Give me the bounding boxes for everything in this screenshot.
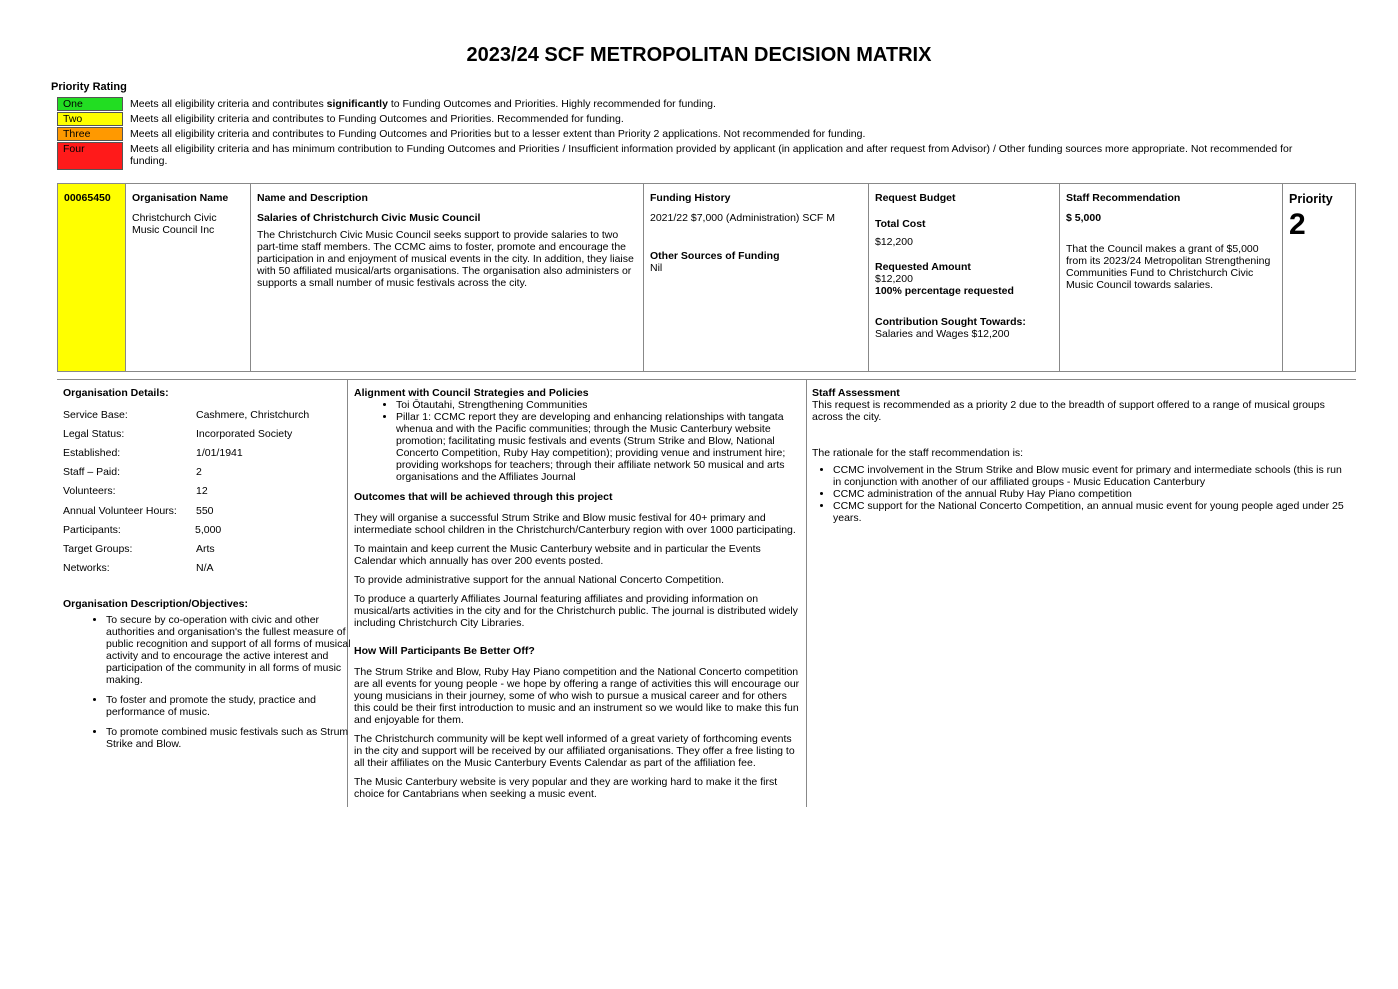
- better-off-paragraph: The Christchurch community will be kept well informed of a great variety of forthcoming events in the city and support will be received by our affiliated organisations. They offer a free listing to all their affiliates on the Music Canterbury Events Calendar as part of the affiliation fee.: [354, 733, 795, 769]
- priority-legend-row-three: [57, 127, 1307, 142]
- detail-value: 1/01/1941: [196, 447, 243, 459]
- priority-value: 2: [1289, 208, 1306, 241]
- application-id: 00065450: [64, 192, 111, 204]
- name-description-cell: [250, 184, 643, 371]
- priority-legend-row-two: [57, 112, 1307, 127]
- staff-recommendation-amount: $ 5,000: [1066, 212, 1102, 224]
- request-budget-cell: [868, 184, 1059, 371]
- application-table: [57, 183, 1356, 372]
- priority-header: Priority: [1289, 192, 1333, 206]
- alignment-heading: Alignment with Council Strategies and Policies: [354, 387, 589, 399]
- priority-desc-three: Meets all eligibility criteria and contributes to Funding Outcomes and Priorities but to a lesser extent than Priority 2 applications. Not recommended for funding.: [130, 128, 866, 140]
- application-id-cell: [58, 184, 125, 371]
- list-item: • To secure by co-operation with civic and other authorities and organisation's the fullest measure of public recognition and support of all forms of musical activity and to encourage the active interest and participation of the community in all forms of music making.: [106, 614, 356, 686]
- priority-swatch-three: Three: [57, 127, 123, 141]
- priority-swatch-one: One: [57, 97, 123, 111]
- name-description-header: Name and Description: [257, 192, 368, 204]
- funding-history-header: Funding History: [650, 192, 731, 204]
- requested-amount-label: Requested Amount: [875, 261, 971, 273]
- priority-cell: [1282, 184, 1355, 371]
- detail-row: Service Base:: [63, 409, 128, 421]
- column-divider-right: [806, 380, 807, 807]
- better-off-paragraph: The Strum Strike and Blow, Ruby Hay Piano competition and the National Concerto competition are all events for young people - we hope by offering a range of activities this will encourage our young musicians in their journey, some of who wish to pursue a musical career and for others this could be their first introduction to music and an instrument so we would like to make this fun and enjoyable for them.: [354, 666, 800, 726]
- funding-history-cell: [643, 184, 868, 371]
- detail-value: Incorporated Society: [196, 428, 293, 440]
- project-description: The Christchurch Civic Music Council seeks support to provide salaries to two part-time staff members. The CCMC aims to foster, promote and encourage the participation in and enjoyment of musical events in the city. In addition, they liaise with 50 affiliated musical/arts organisations. The organisation also administers or supports a small number of music festivals across the city.: [257, 229, 634, 289]
- percentage-requested: 100% percentage requested: [875, 285, 1014, 297]
- priority-desc-one: Meets all eligibility criteria and contributes significantly to Funding Outcomes and Priorities. Highly recommended for funding.: [130, 98, 716, 110]
- list-item: • CCMC support for the National Concerto Competition, an annual music event for young people aged under 25 years.: [833, 500, 1352, 524]
- staff-recommendation-header: Staff Recommendation: [1066, 192, 1181, 204]
- detail-row: Volunteers:: [63, 485, 116, 497]
- other-sources: Nil: [650, 262, 663, 274]
- org-name-cell: [125, 184, 250, 371]
- funding-history: 2021/22 $7,000 (Administration) SCF M: [650, 212, 836, 224]
- better-off-paragraph: The Music Canterbury website is very popular and they are working hard to make it the first choice for Cantabrians when seeking a music event.: [354, 776, 778, 800]
- outcome-paragraph: To produce a quarterly Affiliates Journal featuring affiliates and providing information on musical/arts activities in the city and for the Christchurch public. The journal is distributed widely including Christchurch City Libraries.: [354, 593, 798, 629]
- priority-desc-four: Meets all eligibility criteria and has minimum contribution to Funding Outcomes and Priorities / Insufficient information provided by applicant (in application and after request from Advisor) / Other funding sources more appropriate. Not recommended for funding.: [130, 143, 1293, 167]
- detail-value: 5,000: [195, 524, 222, 536]
- detail-row: Legal Status:: [63, 428, 125, 440]
- contribution: Salaries and Wages $12,200: [875, 328, 1010, 340]
- detail-row: Staff – Paid:: [63, 466, 121, 478]
- contribution-label: Contribution Sought Towards:: [875, 316, 1026, 328]
- objectives-heading: Organisation Description/Objectives:: [63, 598, 248, 610]
- requested-amount: $12,200: [875, 273, 913, 285]
- detail-row: Networks:: [63, 562, 110, 574]
- request-budget-header: Request Budget: [875, 192, 956, 204]
- list-item: • To foster and promote the study, practice and performance of music.: [106, 694, 356, 718]
- detail-row: Established:: [63, 447, 121, 459]
- detail-row: Participants:: [63, 524, 121, 536]
- list-item: • CCMC involvement in the Strum Strike and Blow music event for primary and intermediate schools (this is run in conjunction with another of our affiliated groups - Music Education Canterbury: [833, 464, 1352, 488]
- section-divider: [57, 379, 1356, 380]
- detail-value: Cashmere, Christchurch: [196, 409, 310, 421]
- staff-assessment-summary: This request is recommended as a priority 2 due to the breadth of support offered to a range of musical groups across the city.: [812, 399, 1325, 423]
- priority-swatch-two: Two: [57, 112, 123, 126]
- org-details-heading: Organisation Details:: [63, 387, 169, 399]
- staff-assessment-heading: Staff Assessment: [812, 387, 900, 399]
- detail-row: Target Groups:: [63, 543, 133, 555]
- org-name: Christchurch Civic Music Council Inc: [132, 212, 217, 236]
- priority-desc-two: Meets all eligibility criteria and contributes to Funding Outcomes and Priorities. Recommended for funding.: [130, 113, 624, 125]
- outcome-paragraph: To maintain and keep current the Music Canterbury website and in particular the Events Calendar which annually has over 200 events posted.: [354, 543, 761, 567]
- total-cost-label: Total Cost: [875, 218, 926, 230]
- detail-value: 2: [196, 466, 202, 478]
- better-off-heading: How Will Participants Be Better Off?: [354, 645, 535, 657]
- staff-assessment-section: [812, 387, 1352, 524]
- outcome-paragraph: They will organise a successful Strum Strike and Blow music festival for 40+ primary and intermediate school children in the Christchurch/Canterbury region with over 1000 participating.: [354, 512, 796, 536]
- list-item: • CCMC administration of the annual Ruby Hay Piano competition: [833, 488, 1352, 500]
- detail-row: Annual Volunteer Hours:: [63, 505, 177, 517]
- alignment-list: [354, 399, 800, 483]
- priority-legend-row-four: [57, 142, 1307, 170]
- list-item: • Toi Ōtautahi, Strengthening Communities: [396, 399, 800, 411]
- priority-legend-row-one: [57, 97, 1307, 112]
- priority-swatch-four: Four: [57, 142, 123, 170]
- list-item: • To promote combined music festivals such as Strum Strike and Blow.: [106, 726, 356, 750]
- detail-value: 12: [196, 485, 208, 497]
- rationale-list: [812, 464, 1352, 524]
- alignment-section: [354, 387, 800, 807]
- other-sources-header: Other Sources of Funding: [650, 250, 780, 262]
- org-name-header: Organisation Name: [132, 192, 229, 204]
- rationale-intro: The rationale for the staff recommendation is:: [812, 447, 1024, 459]
- list-item: • Pillar 1: CCMC report they are developing and enhancing relationships with tangata whenua and with the Pacific communities; through the Music Canterbury website promotion; facilitating music festivals and events (Strum Strike and Blow, National Concerto Competition, Ruby Hay competition); providing venue and instrument hire; providing workshops for teachers; through their affiliate network 50 musical and arts organisations and the Affiliates Journal: [396, 411, 800, 483]
- objectives-list: [86, 614, 356, 757]
- outcomes-heading: Outcomes that will be achieved through this project: [354, 491, 613, 503]
- staff-recommendation-cell: [1059, 184, 1282, 371]
- project-title: Salaries of Christchurch Civic Music Council: [257, 212, 481, 224]
- outcome-paragraph: To provide administrative support for the annual National Concerto Competition.: [354, 574, 725, 586]
- priority-rating-heading: Priority Rating: [51, 81, 127, 93]
- total-cost: $12,200: [875, 236, 913, 248]
- staff-recommendation-text: That the Council makes a grant of $5,000 from its 2023/24 Metropolitan Strengthening Communities Fund to Christchurch Civic Music Council towards salaries.: [1066, 243, 1271, 291]
- page-title: 2023/24 SCF METROPOLITAN DECISION MATRIX: [466, 44, 932, 66]
- detail-value: 550: [196, 505, 214, 517]
- detail-value: N/A: [196, 562, 214, 574]
- detail-value: Arts: [196, 543, 215, 555]
